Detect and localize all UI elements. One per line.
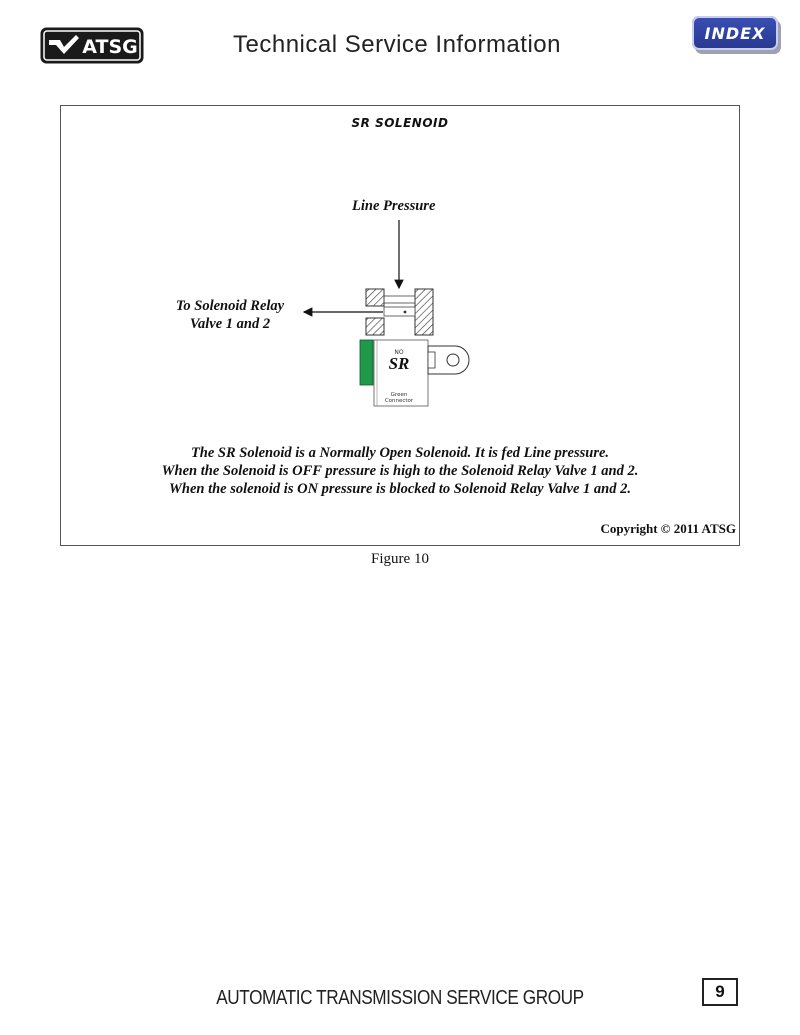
footer-organization: AUTOMATIC TRANSMISSION SERVICE GROUP bbox=[216, 987, 584, 1009]
valve-body-lower-left bbox=[366, 318, 384, 335]
valve-bore bbox=[384, 296, 415, 303]
relay-valve-label-line1: To Solenoid Relay bbox=[175, 298, 285, 314]
description-line: When the solenoid is ON pressure is blocked to Solenoid Relay Valve 1 and 2. bbox=[168, 481, 631, 497]
sr-solenoid-diagram bbox=[290, 216, 490, 416]
sr-label: SR bbox=[388, 354, 410, 373]
line-pressure-label: Line Pressure bbox=[352, 198, 436, 214]
index-button[interactable]: INDEX bbox=[692, 16, 778, 50]
description-line: When the Solenoid is OFF pressure is high to the Solenoid Relay Valve 1 and 2. bbox=[161, 463, 639, 479]
page-number: 9 bbox=[702, 978, 738, 1006]
page-header-title: Technical Service Information bbox=[233, 31, 561, 58]
green-connector bbox=[360, 340, 373, 385]
copyright-notice: Copyright © 2011 ATSG bbox=[600, 521, 736, 536]
relay-valve-label bbox=[160, 297, 300, 333]
relay-valve-label-line2: Valve 1 and 2 bbox=[189, 316, 271, 332]
atsg-logo bbox=[40, 27, 144, 64]
connector-label-line1: Green bbox=[390, 392, 408, 398]
connector-label-line2: Connector bbox=[384, 398, 414, 404]
valve-body-upper-left bbox=[366, 289, 384, 306]
description-line: The SR Solenoid is a Normally Open Solenoid. It is fed Line pressure. bbox=[190, 445, 610, 461]
figure-title: SR SOLENOID bbox=[351, 116, 449, 130]
solenoid-description bbox=[100, 444, 700, 498]
figure-caption: Figure 10 bbox=[371, 551, 429, 567]
normally-open-label: NO bbox=[394, 349, 404, 356]
valve-spool bbox=[384, 307, 415, 316]
valve-body-right bbox=[415, 289, 433, 335]
logo-text: ATSG bbox=[82, 36, 138, 58]
